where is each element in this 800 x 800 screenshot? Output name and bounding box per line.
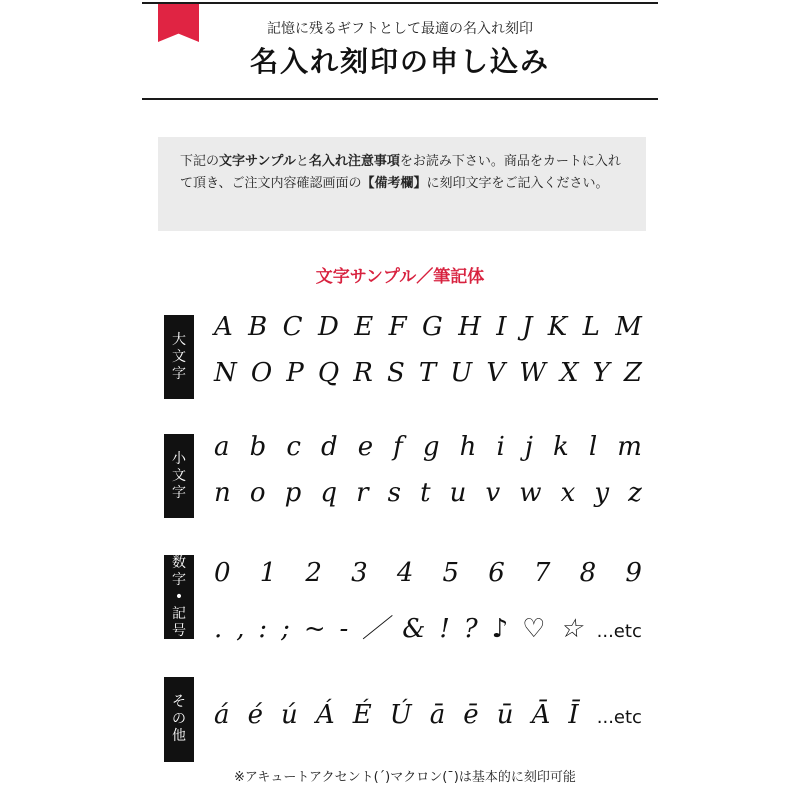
- glyph-sample: h: [459, 432, 477, 462]
- glyph-sample: Á: [315, 700, 335, 730]
- glyph-sample: 4: [396, 558, 414, 588]
- glyph-sample: A: [214, 312, 233, 342]
- glyph-sample: R: [353, 358, 373, 388]
- glyph-sample: O: [250, 358, 273, 388]
- uppercase-row-1: [214, 312, 642, 342]
- symbols-row: [214, 608, 642, 645]
- glyph-sample: m: [617, 432, 642, 462]
- glyph-sample: 5: [442, 558, 460, 588]
- footnote: ※アキュートアクセント(´)マクロン(¯)は基本的に刻印可能: [234, 770, 576, 785]
- glyph-sample: ~: [303, 614, 326, 644]
- glyph-sample: P: [286, 358, 304, 388]
- notice-text: に刻印文字をご記入ください。: [426, 176, 609, 191]
- glyph-sample: r: [356, 478, 369, 508]
- glyph-sample: B: [248, 312, 268, 342]
- glyph-sample: t: [420, 478, 431, 508]
- glyph-sample: s: [387, 478, 401, 508]
- glyph-sample: g: [422, 432, 440, 462]
- label-char: 大: [172, 331, 186, 348]
- glyph-sample: a: [214, 432, 230, 462]
- label-char: の: [172, 711, 186, 727]
- glyph-sample: ;: [281, 614, 290, 644]
- accented-chars-row: [214, 700, 642, 730]
- label-char: 小: [172, 450, 186, 467]
- glyph-sample: 1: [259, 558, 277, 588]
- label-char: そ: [172, 694, 186, 710]
- glyph-sample: S: [386, 358, 405, 388]
- glyph-sample: X: [560, 358, 579, 388]
- glyph-sample: M: [615, 312, 642, 342]
- label-char: 文: [172, 348, 186, 365]
- glyph-sample: n: [214, 478, 231, 508]
- glyph-sample: 6: [488, 558, 505, 588]
- glyph-sample: v: [485, 478, 501, 508]
- glyph-sample: z: [628, 478, 642, 508]
- glyph-sample: 9: [625, 558, 642, 588]
- digits-row: [214, 558, 642, 588]
- other-chars-label: [164, 677, 194, 762]
- label-char: 記: [172, 605, 186, 622]
- glyph-sample: q: [320, 478, 337, 508]
- instruction-notice: [158, 137, 646, 231]
- glyph-sample: N: [214, 358, 237, 388]
- lowercase-row-1: [214, 432, 642, 462]
- glyph-sample: !: [439, 614, 450, 644]
- glyph-sample: J: [521, 312, 533, 342]
- notice-emphasis-remarks: 【備考欄】: [361, 176, 427, 191]
- glyph-sample: 7: [533, 558, 551, 588]
- glyph-sample: E: [354, 312, 374, 342]
- glyph-sample: ē: [463, 700, 479, 730]
- notice-text: をお読み下さい。商品をカートに入れて頂き、ご注文内容確認画面の: [180, 154, 621, 191]
- glyph-sample: k: [552, 432, 569, 462]
- glyph-sample: Q: [317, 358, 340, 388]
- notice-text: と: [295, 154, 309, 169]
- glyph-sample: 2: [305, 558, 322, 588]
- page-title: 名入れ刻印の申し込み: [249, 45, 550, 78]
- label-char: 文: [172, 467, 186, 484]
- glyph-sample: ♪: [491, 614, 509, 644]
- glyph-sample: i: [496, 432, 505, 462]
- glyph-sample: Ī: [568, 700, 579, 730]
- glyph-sample: f: [393, 432, 403, 462]
- label-char: 他: [172, 728, 186, 744]
- notice-emphasis-sample: 文字サンプル: [219, 154, 296, 169]
- glyph-sample: T: [418, 358, 437, 388]
- lowercase-label: [164, 434, 194, 518]
- glyph-sample: c: [286, 432, 301, 462]
- glyph-sample: C: [282, 312, 303, 342]
- glyph-sample: ,: [236, 614, 245, 644]
- glyph-sample: -: [339, 614, 349, 644]
- glyph-sample: d: [320, 432, 338, 462]
- glyph-sample: L: [582, 312, 600, 342]
- glyph-sample: K: [547, 312, 568, 342]
- glyph-sample: É: [352, 700, 372, 730]
- glyph-sample: ／: [362, 614, 389, 644]
- glyph-sample: á: [214, 700, 230, 730]
- lowercase-row-2: [214, 478, 642, 508]
- glyph-sample: x: [560, 478, 576, 508]
- glyph-sample: 8: [579, 558, 597, 588]
- label-char: 字: [172, 365, 186, 382]
- notice-emphasis-caution: 名入れ注意事項: [308, 154, 400, 169]
- glyph-sample: u: [449, 478, 467, 508]
- glyph-sample: I: [496, 312, 507, 342]
- glyph-sample: F: [388, 312, 407, 342]
- label-char: 号: [172, 622, 186, 639]
- glyph-sample: j: [524, 432, 533, 462]
- header-divider: [142, 98, 658, 100]
- etc-label: ...etc: [596, 707, 642, 728]
- glyph-sample: :: [258, 614, 268, 644]
- uppercase-row-2: [214, 358, 642, 388]
- glyph-sample: ♡: [522, 614, 546, 644]
- glyph-sample: ū: [496, 700, 514, 730]
- glyph-sample: .: [214, 614, 223, 644]
- glyph-sample: p: [284, 478, 302, 508]
- digits-symbols-label: [164, 555, 194, 639]
- glyph-sample: y: [594, 478, 610, 508]
- glyph-sample: 0: [214, 558, 231, 588]
- glyph-sample: ☆: [559, 614, 583, 644]
- glyph-sample: ú: [281, 700, 298, 730]
- glyph-sample: Y: [592, 358, 610, 388]
- header-subtitle: 記憶に残るギフトとして最適の名入れ刻印: [267, 21, 533, 37]
- glyph-sample: b: [249, 432, 267, 462]
- glyph-sample: o: [249, 478, 266, 508]
- glyph-sample: U: [450, 358, 473, 388]
- top-divider: [142, 2, 658, 4]
- label-char: 字: [172, 571, 186, 588]
- glyph-sample: &: [402, 614, 426, 644]
- glyph-sample: ?: [463, 614, 478, 644]
- glyph-sample: 3: [351, 558, 368, 588]
- glyph-sample: Ú: [389, 700, 412, 730]
- glyph-sample: G: [422, 312, 443, 342]
- glyph-sample: ā: [429, 700, 446, 730]
- sample-section-title: 文字サンプル／筆記体: [315, 267, 485, 287]
- glyph-sample: e: [357, 432, 374, 462]
- notice-text: 下記の: [180, 154, 220, 169]
- glyph-sample: l: [588, 432, 598, 462]
- glyph-sample: H: [458, 312, 481, 342]
- label-char: 数: [172, 554, 186, 571]
- label-char: •: [174, 588, 184, 605]
- uppercase-label: [164, 315, 194, 399]
- glyph-sample: w: [519, 478, 542, 508]
- glyph-sample: V: [486, 358, 506, 388]
- glyph-sample: Z: [623, 358, 642, 388]
- glyph-sample: Ā: [531, 700, 551, 730]
- glyph-sample: é: [247, 700, 263, 730]
- glyph-sample: W: [519, 358, 546, 388]
- glyph-sample: D: [317, 312, 339, 342]
- etc-label: ...etc: [596, 621, 642, 642]
- label-char: 字: [172, 484, 186, 501]
